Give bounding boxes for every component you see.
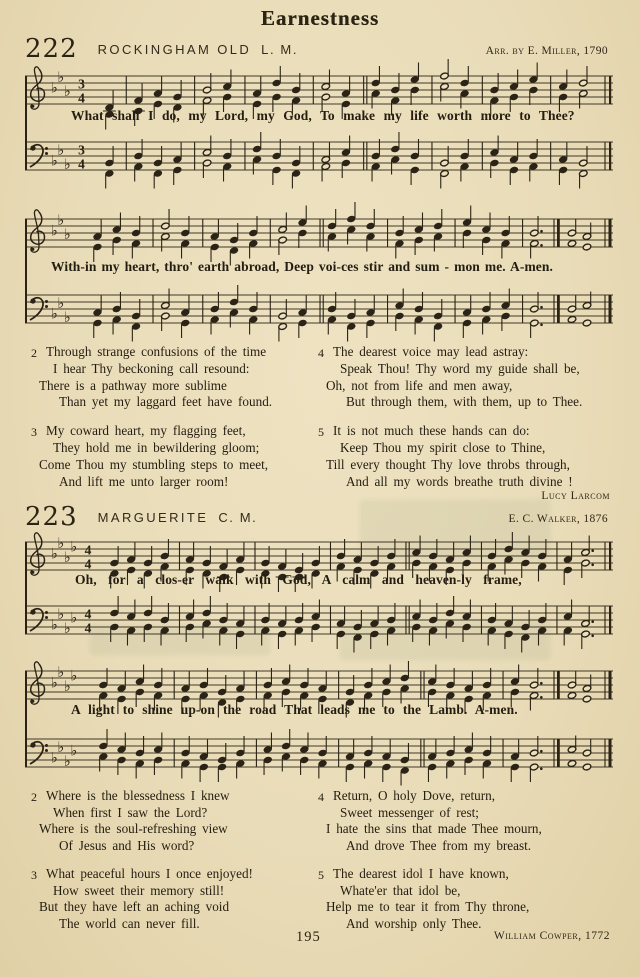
verse-2 <box>25 344 317 411</box>
hymn-222-verses-right <box>312 344 604 502</box>
hymn-number: 223 <box>25 502 78 532</box>
flat-icon: ♭ <box>64 84 71 100</box>
verse-number: 4 <box>318 790 324 804</box>
flat-icon: ♭ <box>51 750 58 767</box>
treble-clef-icon <box>31 662 45 704</box>
treble-clef-icon <box>31 210 45 252</box>
hymn-tune-name: ROCKINGHAM OLD <box>97 42 252 57</box>
verse-line: Oh, not from life and men away, <box>326 377 513 393</box>
verse-line: The world can never fill. <box>59 915 200 931</box>
flat-icon: ♭ <box>64 679 71 695</box>
verse-number: 3 <box>31 425 37 440</box>
flat-icon: ♭ <box>57 296 65 312</box>
lyric-line: A light to shine up-on the road That leads me to the Lamb. A-men. <box>71 702 518 717</box>
hymn-author: William Cowper, 1772 <box>493 930 610 942</box>
verse-line: Till every thought Thy love throbs through, <box>326 456 570 472</box>
flat-icon: ♭ <box>51 80 58 97</box>
hymn-number: 222 <box>25 34 78 64</box>
verse-number: 2 <box>31 346 37 360</box>
hymn-223-heading <box>25 504 610 530</box>
time-signature: 4 <box>84 606 92 622</box>
flat-icon: ♭ <box>57 213 65 229</box>
music-system-222-treble-2 <box>25 205 613 261</box>
verse-line: There is a pathway more sublime <box>39 377 227 393</box>
notes <box>105 132 588 189</box>
verse-5 <box>312 423 604 490</box>
verse-line: My coward heart, my flagging feet, <box>46 423 246 439</box>
hymn-222-heading <box>25 36 610 62</box>
time-signature: 4 <box>78 90 85 106</box>
hymn-222-verses-left <box>25 344 317 502</box>
flat-icon: ♭ <box>70 610 78 627</box>
time-signature: 4 <box>84 620 92 636</box>
verse-line: Come Thou my stumbling steps to meet, <box>39 456 269 472</box>
flat-icon: ♭ <box>51 153 58 170</box>
flat-icon: ♭ <box>64 310 71 326</box>
page-number: 195 <box>296 929 321 945</box>
verse-4 <box>312 344 604 411</box>
verse-line: They hold me in bewildering gloom; <box>53 439 260 455</box>
verse-line: And lift me unto larger room! <box>59 473 229 489</box>
notes <box>99 729 592 786</box>
verse-line: Of Jesus and His word? <box>59 837 195 853</box>
verse-line: Where is the blessedness I knew <box>46 788 230 803</box>
time-signature: 3 <box>78 142 85 158</box>
hymn-tune-name: MARGUERITE <box>97 510 209 525</box>
flat-icon: ♭ <box>70 668 78 685</box>
verse-line: And drove Thee from my breast. <box>346 837 532 853</box>
flat-icon: ♭ <box>57 143 65 159</box>
verse-number: 5 <box>318 425 324 440</box>
flat-icon: ♭ <box>57 665 65 681</box>
verse-line: The dearest voice may lead astray: <box>333 344 529 359</box>
verse-number: 3 <box>31 868 37 882</box>
notes <box>93 202 592 266</box>
flat-icon: ♭ <box>64 227 71 243</box>
verse-line: When first I saw the Lord? <box>53 804 208 820</box>
verse-line: It is not much these hands can do: <box>333 423 530 439</box>
verse-4 <box>312 788 604 854</box>
music-system-222-bass-1 <box>25 128 613 184</box>
verse-line: And worship only Thee. <box>346 915 482 931</box>
flat-icon: ♭ <box>51 546 58 563</box>
verse-number: 5 <box>318 868 324 882</box>
hymn-meter: C. M. <box>218 510 258 525</box>
verse-line: But they have left an aching void <box>39 899 230 914</box>
hymn-223-verses-left <box>25 788 317 944</box>
flat-icon: ♭ <box>57 70 65 86</box>
flat-icon: ♭ <box>70 539 78 556</box>
verse-3 <box>25 423 317 490</box>
time-signature: 4 <box>78 156 85 172</box>
notes <box>93 285 592 342</box>
hymn-author: Lucy Larcom <box>541 490 610 502</box>
section-title: Earnestness <box>260 6 380 30</box>
time-signature: 4 <box>84 542 92 558</box>
music-system-223-bass-2 <box>25 725 613 781</box>
flat-icon: ♭ <box>57 607 65 623</box>
flat-icon: ♭ <box>64 550 71 566</box>
notes <box>110 596 594 653</box>
verse-line: Speak Thou! Thy word my guide shall be, <box>340 360 580 376</box>
hymn-credit: Arr. by E. Miller, 1790 <box>485 45 608 57</box>
verse-3 <box>25 866 317 932</box>
verse-line: Through strange confusions of the time <box>46 344 267 359</box>
hymn-meter: L. M. <box>261 42 299 57</box>
flat-icon: ♭ <box>64 157 71 173</box>
verse-line: What peaceful hours I once enjoyed! <box>46 866 253 881</box>
flat-icon: ♭ <box>51 306 58 323</box>
verse-number: 4 <box>318 346 324 360</box>
verse-line: Whate'er that idol be, <box>340 882 461 898</box>
lyric-line: With-in my heart, thro' earth abroad, Deep voi-ces stir and sum - mon me. A-men. <box>51 259 553 274</box>
treble-clef-icon <box>31 67 45 109</box>
treble-clef-icon <box>31 533 45 575</box>
verse-line: Where is the soul-refreshing view <box>39 821 228 836</box>
flat-icon: ♭ <box>51 223 58 240</box>
verse-5 <box>312 866 604 932</box>
verse-line: Return, O holy Dove, return, <box>333 788 495 803</box>
lyric-line: What shall I do, my Lord, my God, To make my life worth more to Thee? <box>71 108 575 123</box>
flat-icon: ♭ <box>64 621 71 637</box>
verse-line: How sweet their memory still! <box>53 882 225 898</box>
music-system-222-bass-2 <box>25 281 613 337</box>
flat-icon: ♭ <box>70 743 78 760</box>
music-system-223-bass-1 <box>25 592 613 648</box>
hymn-credit: E. C. Walker, 1876 <box>508 513 608 525</box>
flat-icon: ♭ <box>57 740 65 756</box>
verse-line: The dearest idol I have known, <box>333 866 509 881</box>
hymn-223-verses-right <box>312 788 604 944</box>
verse-line: Keep Thou my spirit close to Thine, <box>340 439 546 455</box>
flat-icon: ♭ <box>51 617 58 634</box>
verse-line: Help me to tear it from Thy throne, <box>326 899 530 914</box>
verse-line: And all my words breathe truth divine ! <box>346 473 573 489</box>
verse-2 <box>25 788 317 854</box>
flat-icon: ♭ <box>64 754 71 770</box>
flat-icon: ♭ <box>51 675 58 692</box>
time-signature: 3 <box>78 76 85 92</box>
verse-line: Than yet my laggard feet have found. <box>59 394 273 410</box>
verse-line: But through them, with them, up to Thee. <box>346 394 583 410</box>
time-signature: 4 <box>84 556 92 572</box>
flat-icon: ♭ <box>57 536 65 552</box>
lyric-line: Oh, for a clos-er walk with God, A calm and heaven-ly frame, <box>75 572 522 587</box>
verse-number: 2 <box>31 790 37 804</box>
verse-line: I hear Thy beckoning call resound: <box>53 360 250 376</box>
verse-line: Sweet messenger of rest; <box>340 804 479 820</box>
verse-line: I hate the sins that made Thee mourn, <box>326 821 542 836</box>
